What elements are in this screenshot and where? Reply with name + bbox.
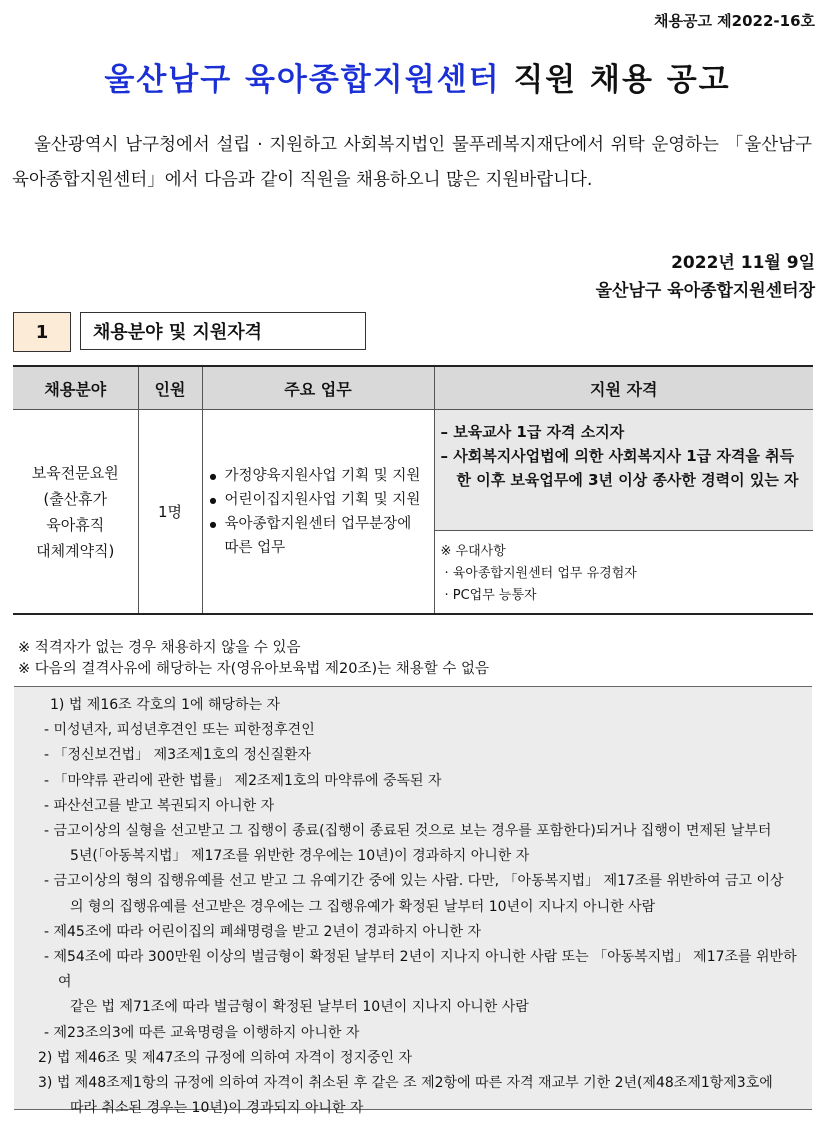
note-item: ※ 다음의 결격사유에 해당하는 자(영유아보육법 제20조)는 채용할 수 없음 — [18, 661, 489, 677]
qualifications-cell — [434, 410, 813, 615]
intro-paragraph: 울산광역시 남구청에서 설립 · 지원하고 사회복지법인 물푸레복지재단에서 위탁 운영하는 「울산남구 육아종합지원센터」에서 다음과 같이 직원을 채용하오니 많은 지원바랍니다. — [12, 135, 812, 190]
section-title: 채용분야 및 지원자격 — [80, 312, 366, 350]
field-line: 육아휴직 — [46, 515, 105, 534]
header-qualifications: 지원 자격 — [434, 366, 813, 410]
field-cell — [13, 410, 138, 615]
disq-item-3: 3) 법 제48조제1항의 규정에 의하여 자격이 취소된 후 같은 조 제2항에 따른 자격 재교부 기한 2년(제48조제1항제3호에 — [38, 1075, 773, 1092]
qualification-item: – 사회복지사업법에 의한 사회복지사 1급 자격을 취득한 이후 보육업무에 3년 이상 종사한 경력이 있는 자 — [440, 447, 799, 489]
disq-sub-item: - 금고이상의 실형을 선고받고 그 집행이 종료(집행이 종료된 것으로 보는 경우를 포함한다)되거나 집행이 면제된 날부터 — [44, 823, 772, 840]
recruitment-table — [13, 365, 813, 615]
duty-item: ● 육아종합지원센터 업무분장에 따른 업무 — [208, 512, 429, 560]
disq-sub-item-cont: 의 형의 집행유예를 선고받은 경우에는 그 집행유예가 확정된 날부터 10년이 지나지 아니한 사람 — [70, 898, 656, 915]
duties-cell — [202, 410, 434, 615]
disq-item-1: 1) 법 제16조 각호의 1에 해당하는 자 — [50, 697, 281, 713]
table-header-row — [13, 366, 813, 410]
disq-sub-item: - 제54조에 따라 300만원 이상의 벌금형이 확정된 날부터 2년이 지나지 아니한 사람 또는 「아동복지법」 제17조를 위반하여 — [44, 949, 797, 991]
notice-number: 채용공고 제2022-16호 — [653, 12, 815, 30]
disq-sub-item: - 미성년자, 피성년후견인 또는 피한정후견인 — [44, 722, 315, 739]
note-item: ※ 적격자가 없는 경우 채용하지 않을 수 있음 — [18, 640, 301, 656]
notes — [18, 638, 489, 680]
disq-sub-item: - 제23조의3에 따른 교육명령을 이행하지 아니한 자 — [44, 1024, 360, 1041]
title-suffix: 직원 채용 공고 — [513, 62, 731, 98]
preference-title: ※ 우대사항 — [440, 544, 506, 559]
header-field: 채용분야 — [13, 366, 138, 410]
header-count: 인원 — [138, 366, 202, 410]
field-line: 보육전문요원 — [31, 463, 119, 482]
disq-sub-item-cont: 5년(「아동복지법」 제17조를 위반한 경우에는 10년)이 경과하지 아니한 자 — [70, 848, 530, 865]
title-center-name: 울산남구 육아종합지원센터 — [104, 62, 501, 98]
required-qualifications — [435, 410, 814, 531]
preferences — [435, 531, 814, 613]
disq-sub-item: - 파산선고를 받고 복권되지 아니한 자 — [44, 797, 275, 814]
disq-item-3-cont: 따라 취소된 경우는 10년)이 경과되지 아니한 자 — [70, 1100, 364, 1117]
qualification-item: – 보육교사 1급 자격 소지자 — [440, 423, 625, 441]
disq-sub-item: - 금고이상의 형의 집행유예를 선고 받고 그 유예기간 중에 있는 사람. 다만, 「아동복지법」 제17조를 위반하여 금고 이상 — [44, 873, 784, 890]
duty-item: ● 어린이집지원사업 기획 및 지원 — [208, 488, 429, 512]
disq-sub-item: - 「정신보건법」 제3조제1호의 정신질환자 — [44, 747, 312, 764]
disq-sub-item: - 「마약류 관리에 관한 법률」 제2조제1호의 마약류에 중독된 자 — [44, 772, 442, 789]
disq-sub-item-cont: 같은 법 제71조에 따라 벌금형이 확정된 날부터 10년이 지나지 아니한 사람 — [70, 999, 529, 1016]
preference-item: · 육아종합지원센터 업무 유경험자 — [444, 566, 637, 581]
header-duties: 주요 업무 — [202, 366, 434, 410]
disq-item-2: 2) 법 제46조 및 제47조의 규정에 의하여 자격이 정지중인 자 — [38, 1049, 413, 1066]
table-row — [13, 410, 813, 615]
duty-item: ● 가정양육지원사업 기획 및 지원 — [208, 464, 429, 488]
issuer: 울산남구 육아종합지원센터장 — [595, 281, 815, 301]
field-line: (출산휴가 — [43, 489, 108, 508]
announcement-date: 2022년 11월 9일 — [671, 253, 815, 273]
count-cell: 1명 — [138, 410, 202, 615]
disq-sub-item: - 제45조에 따라 어린이집의 폐쇄명령을 받고 2년이 경과하지 아니한 자 — [44, 923, 481, 940]
disqualification-box — [14, 686, 812, 1117]
preference-item: · PC업무 능통자 — [444, 588, 537, 603]
page-title — [0, 54, 835, 99]
section-number: 1 — [13, 312, 71, 352]
field-line: 대체계약직) — [36, 541, 115, 560]
